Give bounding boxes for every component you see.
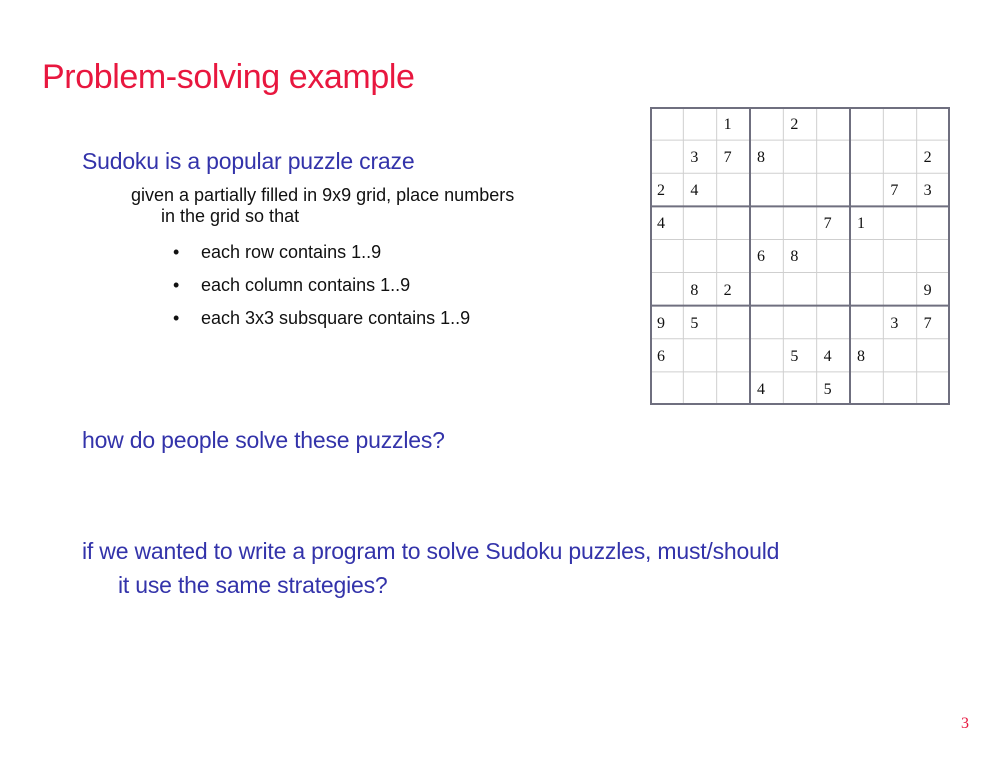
sudoku-cell: 4 xyxy=(657,215,665,233)
sudoku-cell: 7 xyxy=(890,182,899,200)
rules-list xyxy=(173,241,470,340)
rule-text: each 3x3 subsquare contains 1..9 xyxy=(201,308,471,328)
sudoku-cell: 7 xyxy=(923,314,932,332)
sudoku-cell: 6 xyxy=(657,347,665,365)
sudoku-cell: 8 xyxy=(790,248,799,266)
program-question-line2: it use the same strategies? xyxy=(118,572,388,598)
bullet-marker: • xyxy=(173,308,180,328)
sudoku-cell: 1 xyxy=(857,215,865,233)
sudoku-rules-intro-line1: given a partially filled in 9x9 grid, place numbers xyxy=(131,185,515,205)
solve-question-point: how do people solve these puzzles? xyxy=(82,427,445,453)
rule-item xyxy=(173,274,470,307)
sudoku-cell: 8 xyxy=(857,347,865,365)
rule-item xyxy=(173,307,470,340)
sudoku-cell: 4 xyxy=(757,380,765,398)
sudoku-cell: 6 xyxy=(757,248,765,266)
sudoku-cell: 8 xyxy=(757,149,765,167)
sudoku-rules-intro-line2: in the grid so that xyxy=(161,206,300,226)
sudoku-cell: 7 xyxy=(723,149,732,167)
sudoku-rules-intro xyxy=(131,185,611,227)
sudoku-cell: 7 xyxy=(823,215,832,233)
sudoku-cell: 1 xyxy=(723,116,732,133)
sudoku-grid xyxy=(650,107,950,405)
sudoku-intro-point: Sudoku is a popular puzzle craze xyxy=(82,148,415,174)
sudoku-cell: 2 xyxy=(923,149,932,167)
sudoku-cell: 8 xyxy=(690,281,699,299)
bullet-marker: • xyxy=(173,242,180,262)
slide-title: Problem-solving example xyxy=(42,58,415,96)
sudoku-cell: 5 xyxy=(823,380,832,398)
sudoku-cell: 5 xyxy=(790,347,799,365)
rule-text: each row contains 1..9 xyxy=(201,242,382,262)
sudoku-cell: 3 xyxy=(923,182,932,200)
bullet-marker: • xyxy=(173,275,180,295)
program-question-line1: if we wanted to write a program to solve Sudoku puzzles, must/should xyxy=(82,538,780,564)
sudoku-cell: 4 xyxy=(690,182,699,200)
sudoku-cell: 2 xyxy=(723,281,732,299)
sudoku-cell: 3 xyxy=(690,149,699,167)
page-number: 3 xyxy=(961,715,969,732)
sudoku-cell: 5 xyxy=(690,314,699,332)
sudoku-cell: 9 xyxy=(657,314,665,332)
program-question-point xyxy=(82,534,779,602)
sudoku-cell: 4 xyxy=(823,347,832,365)
sudoku-cell: 9 xyxy=(923,281,932,299)
sudoku-cell: 2 xyxy=(657,182,665,200)
sudoku-cell: 2 xyxy=(790,116,799,133)
rule-item xyxy=(173,241,470,274)
rule-text: each column contains 1..9 xyxy=(201,275,411,295)
sudoku-cell: 3 xyxy=(890,314,899,332)
